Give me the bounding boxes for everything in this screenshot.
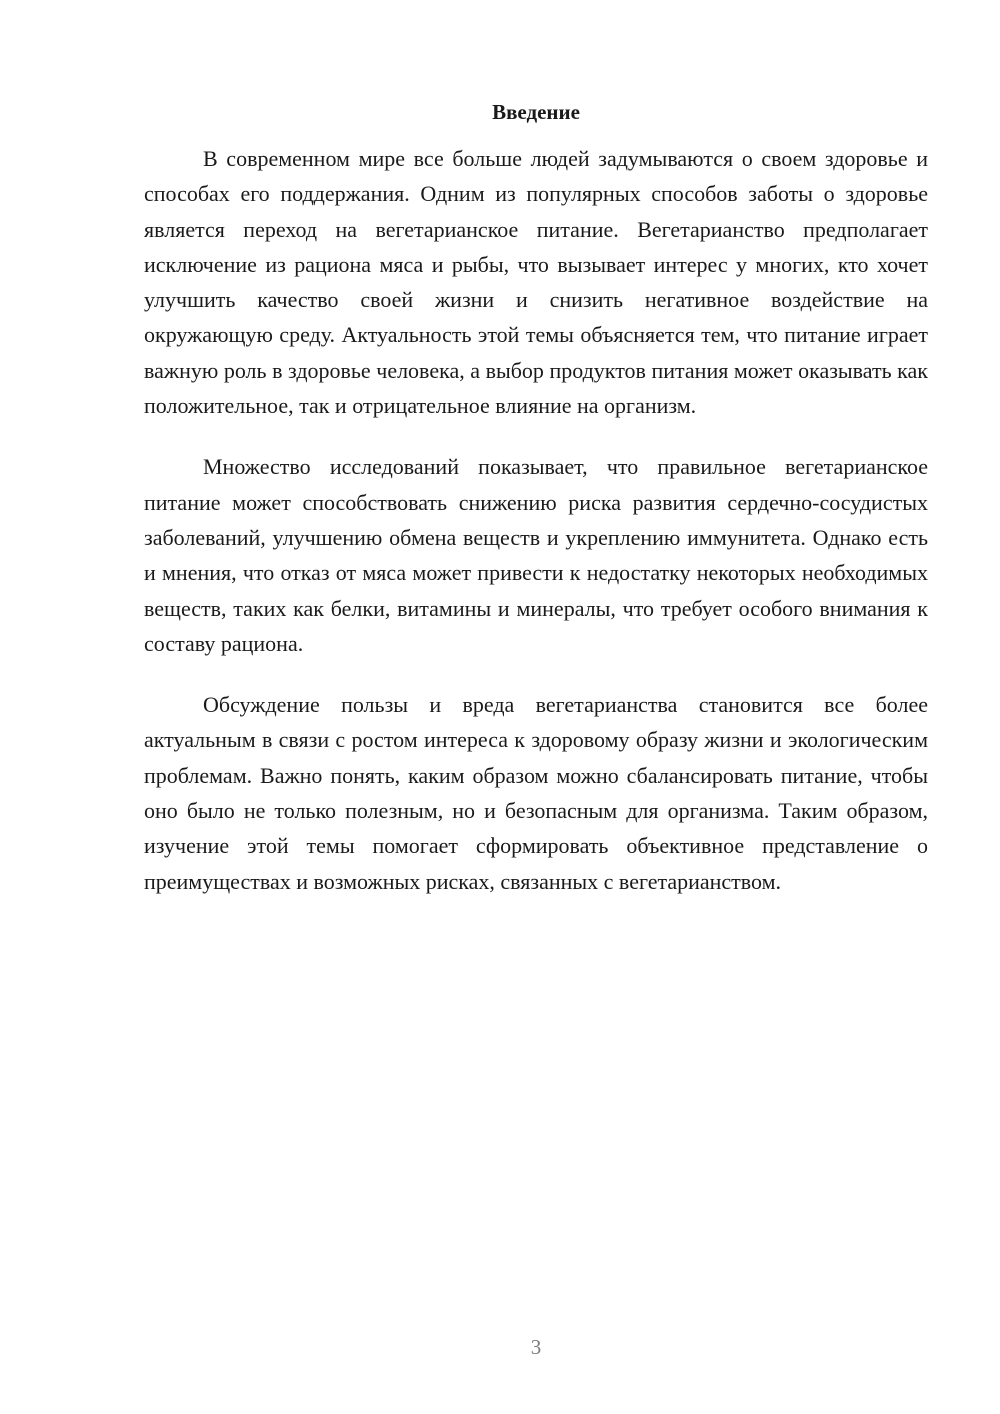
paragraph-1: В современном мире все больше людей задумываются о своем здоровье и способах его поддержания. Одним из популярных способов заботы о здоровье является переход на вегетарианское питание. Вегетарианство предполагает исключение из рациона мяса и рыбы, что вызывает интерес у многих, кто хочет улучшить качество своей жизни и снизить негативное воздействие на окружающую среду. Актуальность этой темы объясняется тем, что питание играет важную роль в здоровье человека, а выбор продуктов питания может оказывать как положительное, так и отрицательное влияние на организм. <box>144 146 928 419</box>
paragraph-2: Множество исследований показывает, что правильное вегетарианское питание может способствовать снижению риска развития сердечно-сосудистых заболеваний, улучшению обмена веществ и укреплению иммунитета. Однако есть и мнения, что отказ от мяса может привести к недостатку некоторых необходимых веществ, таких как белки, витамины и минералы, что требует особого внимания к составу рациона. <box>144 454 928 656</box>
section-title: Введение <box>492 100 580 124</box>
paragraph-3: Обсуждение пользы и вреда вегетарианства становится все более актуальным в связи с ростом интереса к здоровому образу жизни и экологическим проблемам. Важно понять, каким образом можно сбалансировать питание, чтобы оно было не только полезным, но и безопасным для организма. Таким образом, изучение этой темы помогает сформировать объективное представление о преимуществах и возможных рисках, связанных с вегетарианством. <box>144 692 928 894</box>
page-content <box>144 97 928 925</box>
page-number: 3 <box>530 1335 542 1359</box>
